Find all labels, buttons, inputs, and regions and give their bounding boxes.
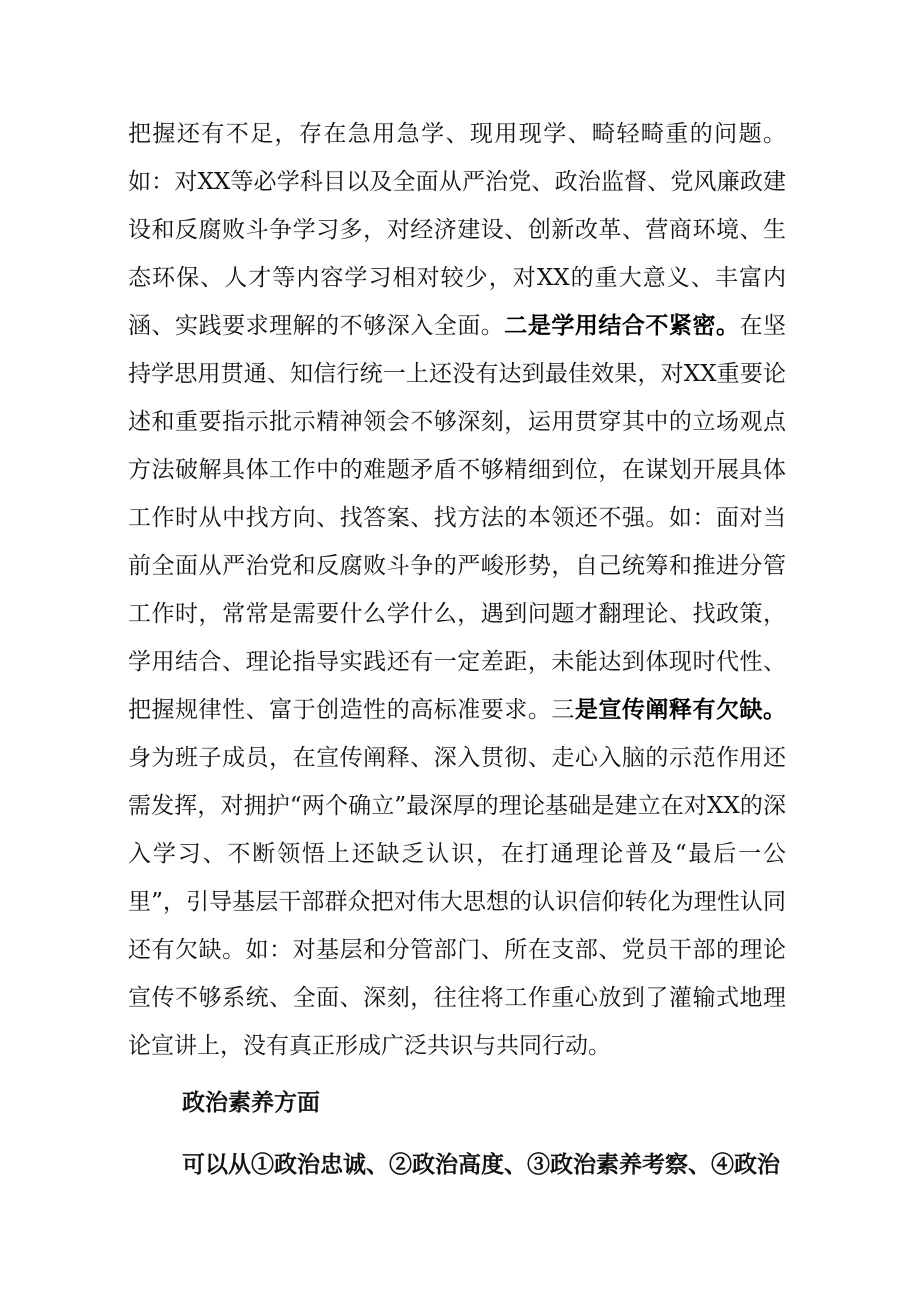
section-lead-text: 可以从①政治忠诚、②政治高度、③政治素养考察、④政治 (182, 1151, 780, 1178)
bold-point-three: 是宣传阐释有欠缺。 (574, 696, 787, 723)
bold-point-two: 二是学用结合不紧密。 (504, 312, 740, 339)
paragraph-learning-issues (128, 110, 786, 1070)
paragraph-segment-2: 在坚持学思用贯通、知信行统一上还没有达到最佳效果，对XX重要论述和重要指示批示精神领会不够深刻，运用贯穿其中的立场观点方法破解具体工作中的难题矛盾不够精细到位，在谋划开展具体工作时从中找方向、找答案、找方法的本领还不强。如：面对当前全面从严治党和反腐败斗争的严峻形势，自己统筹和推进分管工作时，常常是需要什么学什么，遇到问题才翻理论、找政策，学用结合、理论指导实践还有一定差距，未能达到体现时代性、把握规律性、富于创造性的高标准要求。三 (128, 313, 787, 723)
section-heading: 政治素养方面 (182, 1089, 320, 1116)
paragraph-segment-1: 把握还有不足，存在急用急学、现用现学、畸轻畸重的问题。如：对XX等必学科目以及全面从严治党、政治监督、党风廉政建设和反腐败斗争学习多，对经济建设、创新改革、营商环境、生态环保、人才等内容学习相对较少，对XX的重大意义、丰富内涵、实践要求理解的不够深入全面。 (128, 121, 786, 339)
body-paragraph (128, 110, 786, 1070)
paragraph-segment-3: 身为班子成员，在宣传阐释、深入贯彻、走心入脑的示范作用还需发挥，对拥护“两个确立”最深厚的理论基础是建立在对XX的深入学习、不断领悟上还缺乏认识，在打通理论普及“最后一公里”，引导基层干部群众把对伟大思想的认识信仰转化为理性认同还有欠缺。如：对基层和分管部门、所在支部、党员干部的理论宣传不够系统、全面、深刻，往往将工作重心放到了灌输式地理论宣讲上，没有真正形成广泛共识与共同行动。 (128, 745, 786, 1059)
